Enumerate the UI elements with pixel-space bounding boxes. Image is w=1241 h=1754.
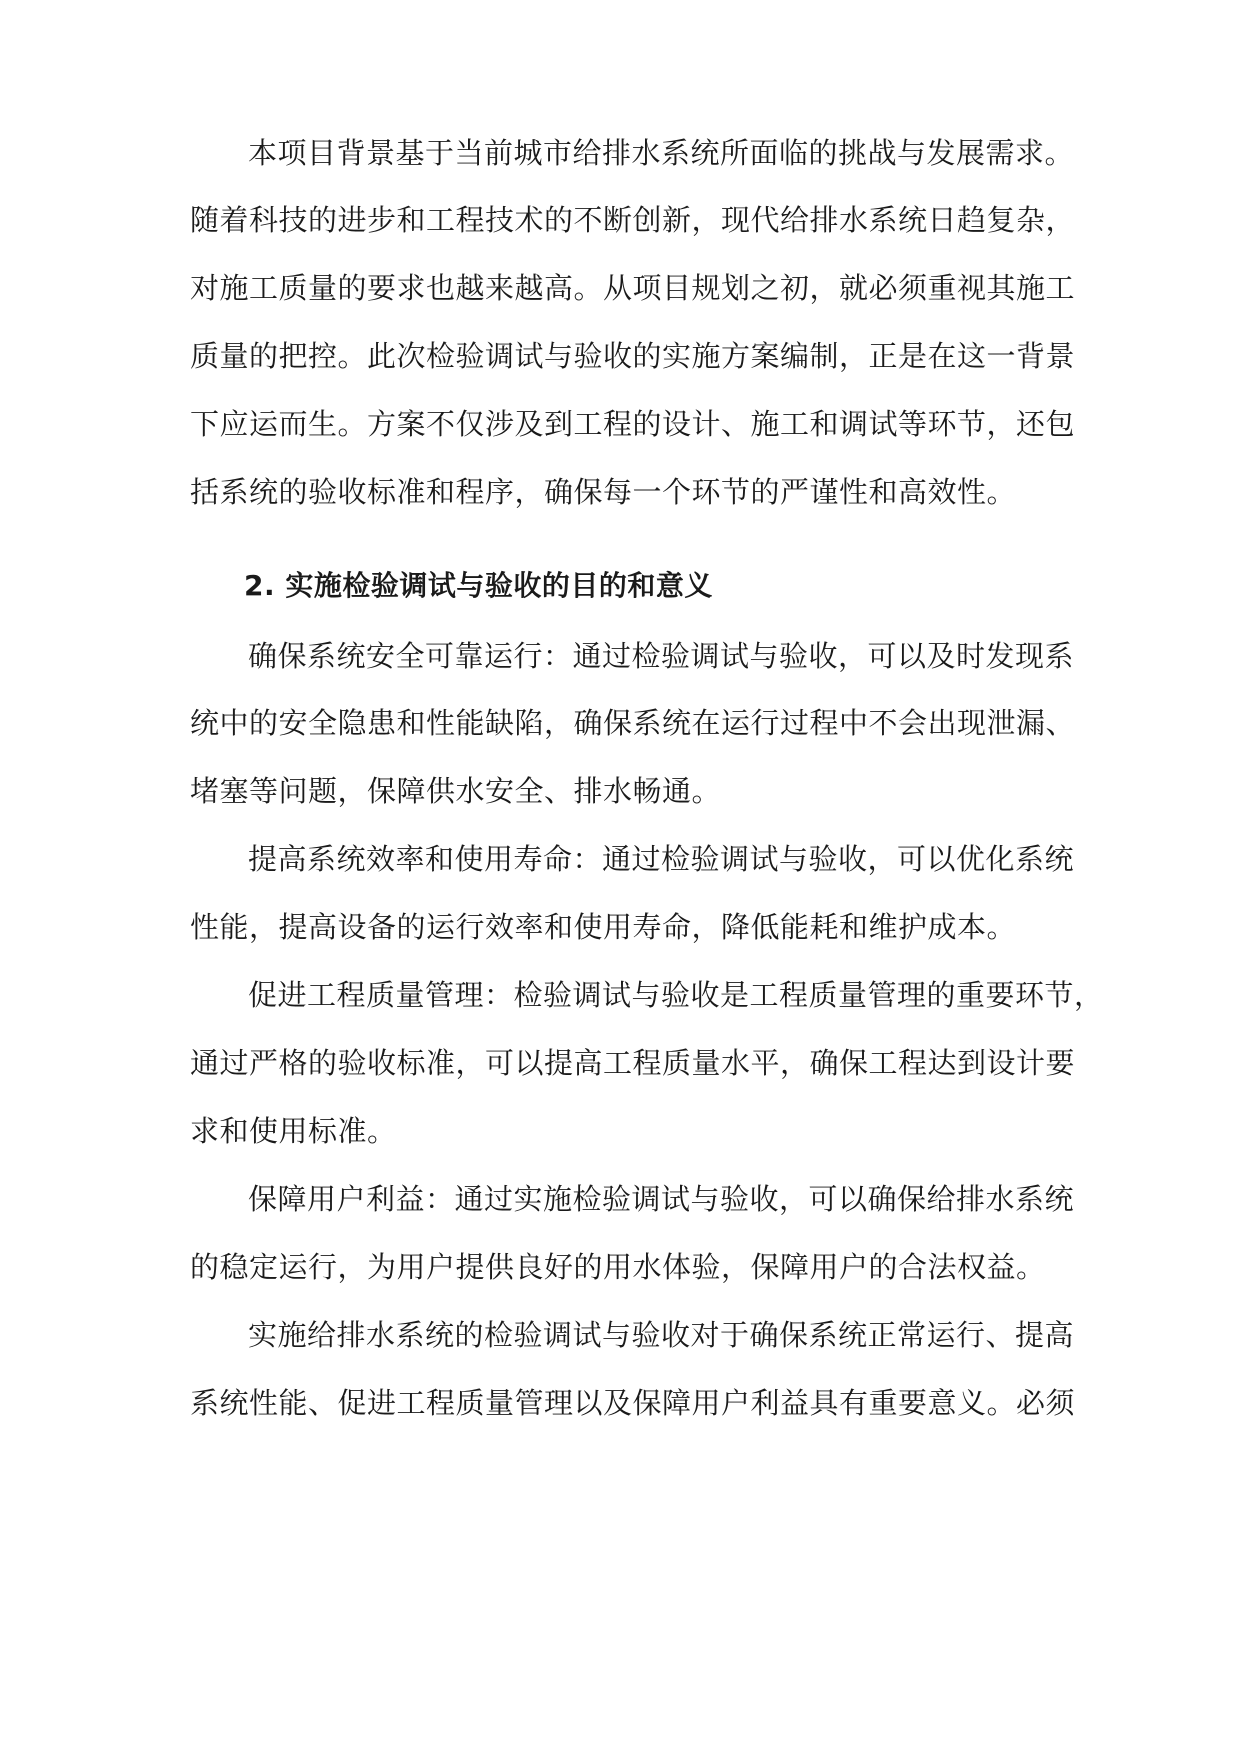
section-heading: 2. 实施检验调试与验收的目的和意义 xyxy=(244,569,713,602)
intro-line-6: 括系统的验收标准和程序，确保每一个环节的严谨性和高效性。 xyxy=(190,475,1017,509)
para1-line-1: 确保系统安全可靠运行：通过检验调试与验收，可以及时发现系 xyxy=(248,639,1075,673)
para3-line-3: 求和使用标准。 xyxy=(190,1114,397,1148)
para2-line-2: 性能，提高设备的运行效率和使用寿命，降低能耗和维护成本。 xyxy=(190,910,1017,944)
para2-line-1: 提高系统效率和使用寿命：通过检验调试与验收，可以优化系统 xyxy=(248,842,1075,876)
para3-line-1: 促进工程质量管理：检验调试与验收是工程质量管理的重要环节， xyxy=(248,978,1104,1012)
intro-line-3: 对施工质量的要求也越来越高。从项目规划之初，就必须重视其施工 xyxy=(190,271,1076,305)
intro-line-2: 随着科技的进步和工程技术的不断创新，现代给排水系统日趋复杂， xyxy=(190,203,1076,237)
para5-line-1: 实施给排水系统的检验调试与验收对于确保系统正常运行、提高 xyxy=(248,1318,1075,1352)
para4-line-2: 的稳定运行，为用户提供良好的用水体验，保障用户的合法权益。 xyxy=(190,1250,1046,1284)
para4-line-1: 保障用户利益：通过实施检验调试与验收，可以确保给排水系统 xyxy=(248,1182,1075,1216)
para5-line-2: 系统性能、促进工程质量管理以及保障用户利益具有重要意义。必须 xyxy=(190,1386,1076,1420)
para3-line-2: 通过严格的验收标准，可以提高工程质量水平，确保工程达到设计要 xyxy=(190,1046,1076,1080)
para1-line-2: 统中的安全隐患和性能缺陷，确保系统在运行过程中不会出现泄漏、 xyxy=(190,706,1076,740)
intro-line-1: 本项目背景基于当前城市给排水系统所面临的挑战与发展需求。 xyxy=(248,136,1075,170)
intro-line-5: 下应运而生。方案不仅涉及到工程的设计、施工和调试等环节，还包 xyxy=(190,407,1076,441)
intro-line-4: 质量的把控。此次检验调试与验收的实施方案编制，正是在这一背景 xyxy=(190,339,1076,373)
para1-line-3: 堵塞等问题，保障供水安全、排水畅通。 xyxy=(190,774,722,808)
